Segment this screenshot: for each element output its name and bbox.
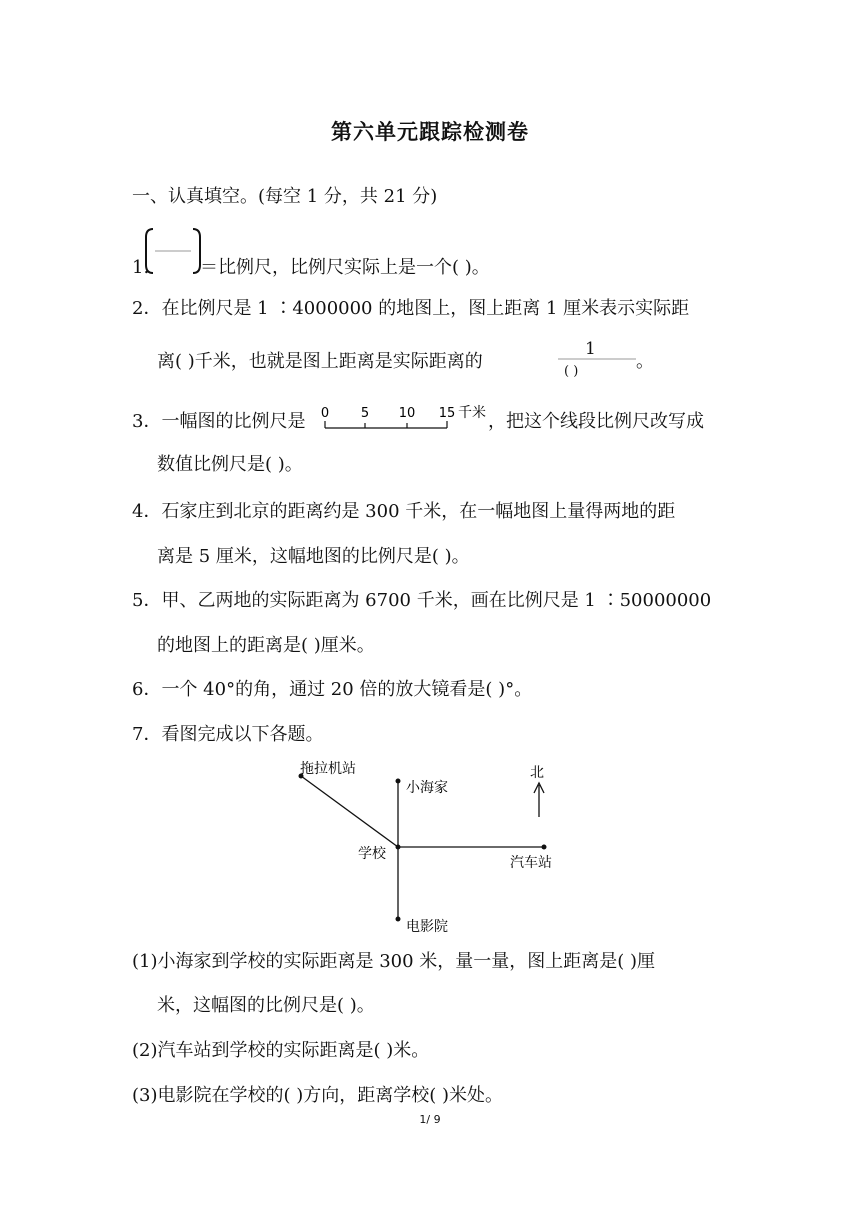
right-bracket	[193, 229, 200, 273]
label-school: 学校	[358, 846, 386, 862]
q2-fraction-numerator: 1	[585, 339, 596, 359]
q2-line2: 离( )千米，也就是图上距离是实际距离的	[157, 351, 483, 372]
scale-unit: 千米	[458, 405, 486, 421]
label-bus: 汽车站	[510, 855, 552, 871]
scale-tick-label: 5	[360, 406, 370, 421]
q1-text: ＝比例尺，比例尺实际上是一个( )。	[200, 257, 490, 278]
q4-line1: 4．石家庄到北京的距离约是 300 千米，在一幅地图上量得两地的距	[132, 501, 676, 522]
q2-line1: 2．在比例尺是 1 ∶4000000 的地图上，图上距离 1 厘米表示实际距	[132, 298, 690, 319]
line-segment-scale	[318, 402, 493, 434]
scale-tick-label: 10	[398, 406, 416, 421]
bus-point	[542, 845, 547, 850]
q7-sub1-line2: 米，这幅图的比例尺是( )。	[157, 995, 375, 1016]
q5-line2: 的地图上的距离是( )厘米。	[157, 635, 375, 656]
q3-line1-b: ，把这个线段比例尺改写成	[488, 411, 704, 432]
q7-line1: 7．看图完成以下各题。	[132, 724, 324, 745]
q3-line1-a: 3．一幅图的比例尺是	[132, 411, 306, 432]
q4-line2: 离是 5 厘米，这幅地图的比例尺是( )。	[157, 546, 470, 567]
label-xiaohai: 小海家	[406, 780, 448, 796]
q7-sub3: (3)电影院在学校的( )方向，距离学校( )米处。	[132, 1085, 504, 1106]
q2-end: 。	[636, 351, 654, 372]
section-heading: 一、认真填空。(每空 1 分，共 21 分)	[132, 186, 438, 207]
q7-sub2: (2)汽车站到学校的实际距离是( )米。	[132, 1040, 430, 1061]
q7-sub1-line1: (1)小海家到学校的实际距离是 300 米，量一量，图上距离是( )厘	[132, 951, 656, 972]
q1-fraction-brackets	[143, 225, 205, 277]
line-tractor-school	[301, 776, 398, 847]
scale-tick-label: 15	[438, 406, 456, 421]
page-title: 第六单元跟踪检测卷	[331, 120, 529, 144]
page-number: 1/ 9	[419, 1113, 441, 1126]
cinema-point	[396, 917, 401, 922]
location-map	[290, 755, 590, 940]
label-cinema: 电影院	[406, 919, 448, 935]
q2-fraction-denominator: ( )	[564, 364, 579, 379]
label-tractor: 拖拉机站	[300, 761, 356, 777]
scale-tick-label: 0	[320, 406, 330, 421]
xiaohai-point	[396, 779, 401, 784]
q6-line1: 6．一个 40°的角，通过 20 倍的放大镜看是( )°。	[132, 679, 533, 700]
label-north: 北	[530, 765, 544, 781]
q3-line2: 数值比例尺是( )。	[157, 454, 303, 475]
school-point	[396, 845, 401, 850]
q5-line1: 5．甲、乙两地的实际距离为 6700 千米，画在比例尺是 1 ∶50000000	[132, 590, 712, 611]
q1-number: 1.	[132, 257, 150, 278]
left-bracket	[146, 229, 153, 273]
q2-fraction-bar	[558, 357, 638, 361]
